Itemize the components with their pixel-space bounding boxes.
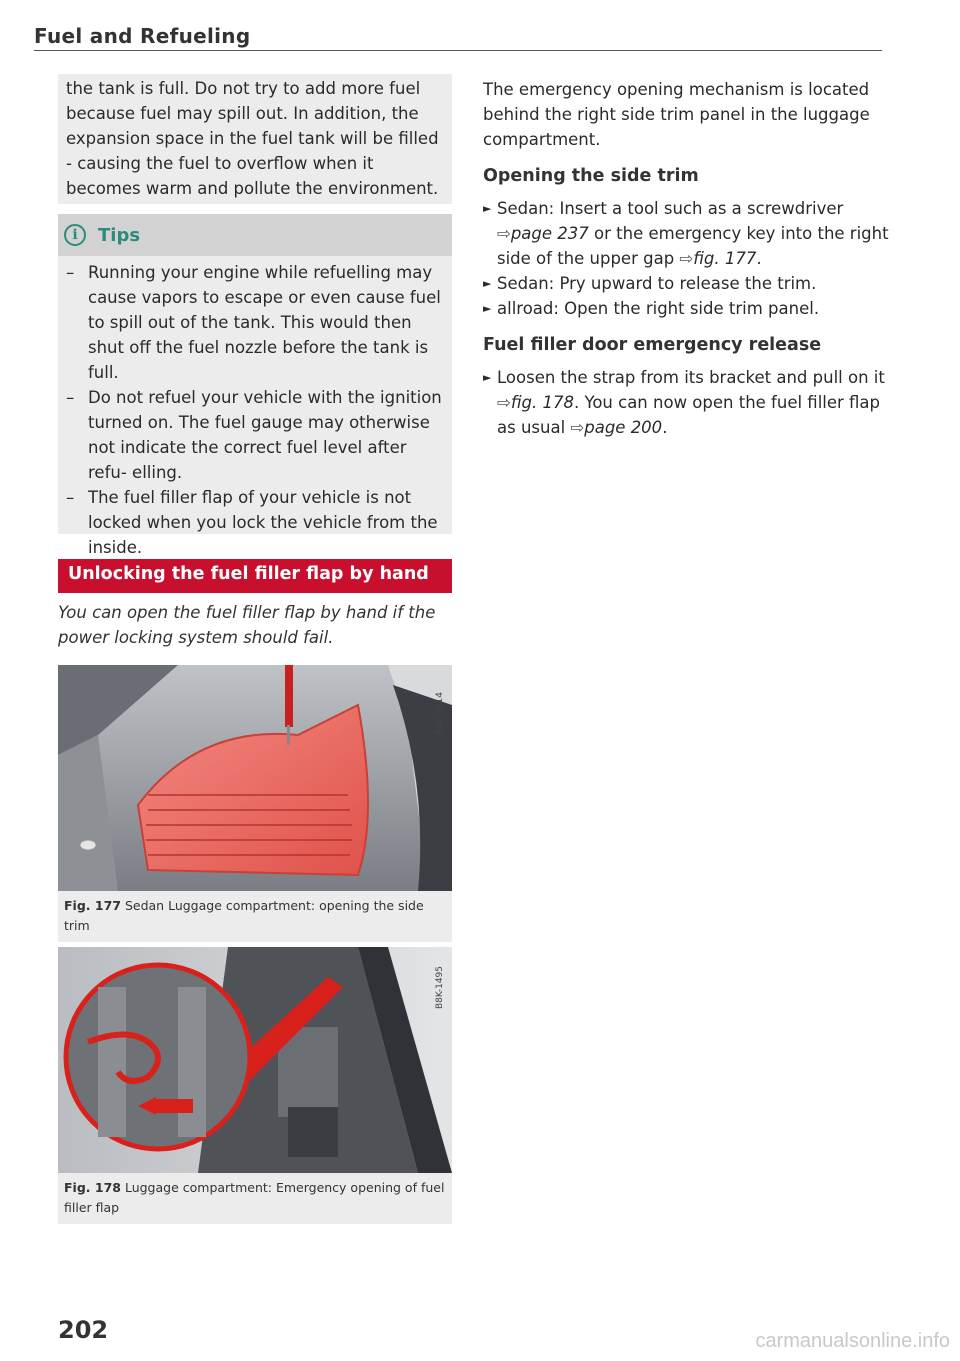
arrow-icon: ⇨: [679, 249, 694, 268]
heading-fuel-filler-door-release: Fuel filler door emergency release: [483, 335, 822, 355]
arrow-icon: ⇨: [570, 418, 585, 437]
figure-178-caption: [58, 1173, 452, 1224]
bullet-text: Loosen the strap from its bracket and pull on it: [497, 368, 885, 387]
warning-continuation-text: the tank is full. Do not try to add more fuel because fuel may spill out. In addition, the expansion space in the fuel tank will be filled - causing the fuel to overflow when it becomes warm and pollute the environment.: [66, 79, 439, 198]
figure-178-caption-text: Luggage compartment: Emergency opening of fuel filler flap: [64, 1180, 445, 1215]
bullet-item: [483, 296, 893, 321]
right-intro: The emergency opening mechanism is located behind the right side trim panel in the luggage compartment.: [483, 80, 870, 149]
right-column: [483, 77, 893, 440]
bullet-text: Sedan: Insert a tool such as a screwdriver: [497, 199, 844, 218]
tip-text: The fuel filler flap of your vehicle is not locked when you lock the vehicle from the inside.: [88, 488, 438, 557]
arrow-icon: ⇨: [497, 393, 511, 412]
figure-178: [58, 947, 452, 1224]
figure-178-label: Fig. 178: [64, 1180, 121, 1195]
bullet-item: [483, 196, 893, 271]
page-ref-link[interactable]: page 237: [510, 224, 589, 243]
page-ref-link[interactable]: page 200: [584, 418, 663, 437]
section-title-bar: Unlocking the fuel filler flap by hand: [58, 559, 452, 593]
section-intro: You can open the fuel filler flap by hand if the power locking system should fail.: [58, 603, 436, 647]
figure-177: [58, 665, 452, 942]
dash-glyph: –: [66, 388, 75, 407]
bullet-text: or the emergency key into the right side of the upper gap: [497, 224, 889, 268]
figure-177-label: Fig. 177: [64, 898, 121, 913]
bullet-text: Sedan: Pry upward to release the trim.: [497, 274, 817, 293]
figure-177-caption: [58, 891, 452, 942]
tip-text: Running your engine while refuelling may cause vapors to escape or even cause fuel to spill out of the tank. This would then shut off the fuel nozzle before the tank is full.: [88, 263, 441, 382]
tip-item: [66, 385, 442, 485]
tips-header: [58, 214, 452, 256]
tip-text: Do not refuel your vehicle with the ignition turned on. The fuel gauge may otherwise not indicate the correct fuel level after refu- elling.: [88, 388, 442, 482]
bullet-text: . You can now open the fuel filler flap as usual: [497, 393, 881, 437]
heading-opening-side-trim: Opening the side trim: [483, 166, 699, 186]
figure-177-caption-text: Sedan Luggage compartment: opening the side trim: [64, 898, 424, 933]
tips-label: Tips: [98, 224, 141, 246]
bullet-glyph: ►: [483, 302, 492, 315]
watermark: carmanualsonline.info: [755, 1330, 950, 1352]
tip-item: [66, 260, 442, 385]
tips-body: [58, 256, 452, 557]
bullet-glyph: ►: [483, 277, 492, 290]
fig-ref-link[interactable]: fig. 178: [510, 393, 574, 412]
bullet-glyph: ►: [483, 202, 492, 215]
bullet-item: [483, 365, 893, 440]
tip-item: [66, 485, 442, 560]
dash-glyph: –: [66, 263, 75, 282]
arrow-icon: ⇨: [497, 224, 511, 243]
page-number: 202: [58, 1316, 109, 1344]
bullet-text: .: [756, 249, 762, 268]
bullet-text: allroad: Open the right side trim panel.: [497, 299, 820, 318]
fig-ref-link[interactable]: fig. 177: [693, 249, 757, 268]
figure-178-illustration: [58, 947, 452, 1173]
warning-continuation-box: [58, 74, 452, 204]
bullet-glyph: ►: [483, 371, 492, 384]
figure-177-code: B8K-1714: [435, 691, 445, 735]
page-header-title: Fuel and Refueling: [34, 24, 251, 48]
bullet-item: [483, 271, 893, 296]
figure-178-code: B8K-1495: [435, 965, 445, 1009]
dash-glyph: –: [66, 488, 75, 507]
info-icon: i: [64, 224, 86, 246]
bullet-text: .: [662, 418, 668, 437]
header-rule: [34, 50, 882, 51]
figure-177-illustration: [58, 665, 452, 891]
